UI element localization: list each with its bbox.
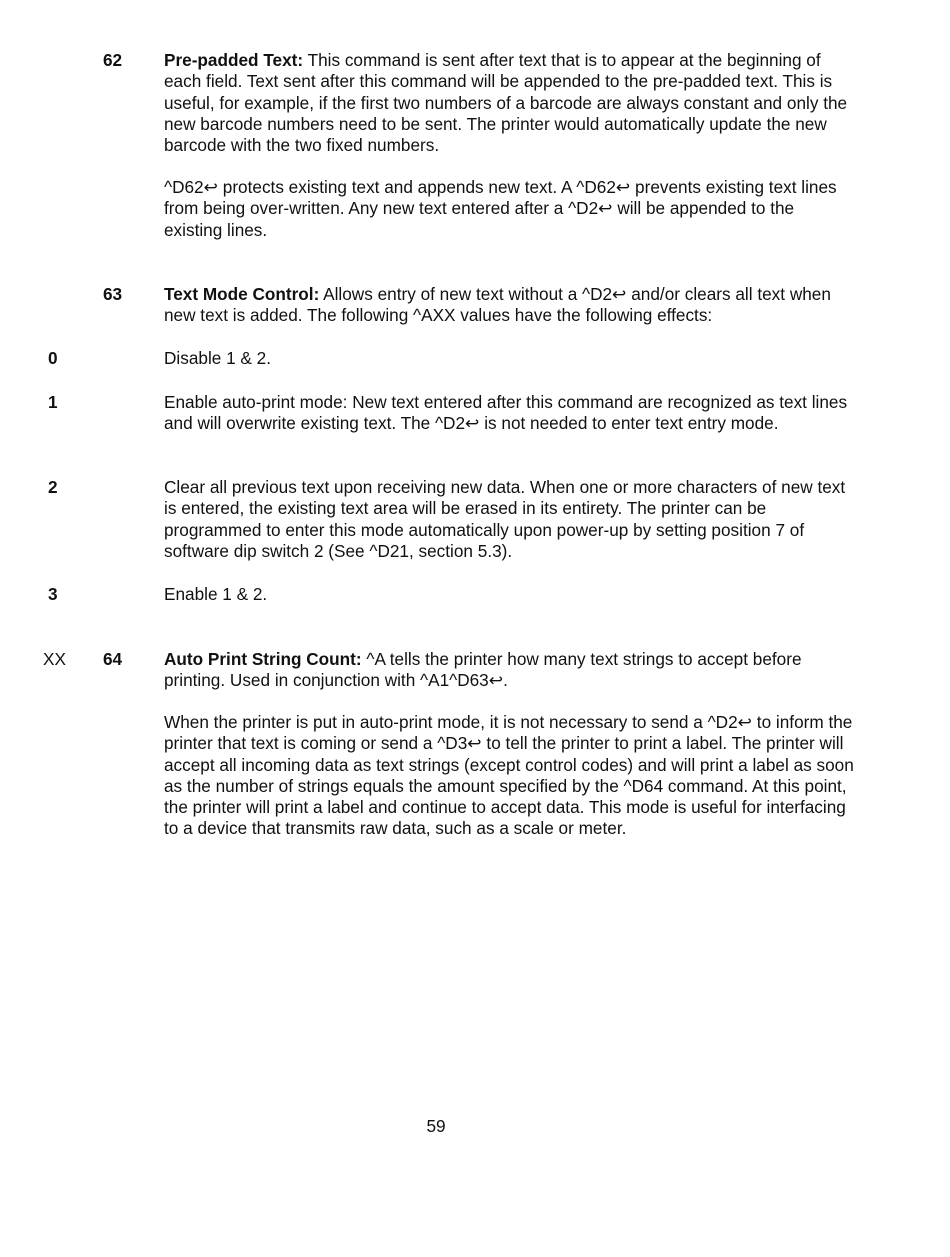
section-64-body: ^A tells the printer how many text strings to accept before printing. Used in conjunction with ^A1^D63↩. — [164, 649, 802, 691]
command-number-63: 63 — [103, 284, 123, 304]
section-62-description — [164, 50, 854, 156]
value-2-label: 2 — [48, 477, 58, 497]
command-number-64: 64 — [103, 649, 123, 669]
page-number: 59 — [426, 1116, 446, 1136]
section-62-title: Pre-padded Text: — [164, 50, 304, 70]
value-1-description: Enable auto-print mode: New text entered after this command are recognized as text lines and will overwrite existing text. The ^D2↩ is not needed to enter text entry mode. — [164, 392, 848, 434]
section-64-description — [164, 649, 854, 692]
section-62-body: This command is sent after text that is to appear at the beginning of each field. Text sent after this command will be appended to the pre-padded text. This is useful, for example, if the first two numbers of a barcode are always constant and only the new barcode numbers need to be sent. The printer would automatically update the new barcode with the two fixed numbers. — [164, 50, 848, 156]
parameter-label-xx: XX — [43, 649, 66, 669]
section-62-paragraph-2: ^D62↩ protects existing text and appends new text. A ^D62↩ prevents existing text lines from being over-written. Any new text entered after a ^D2↩ will be appended to the existing lines. — [164, 177, 837, 240]
value-1-label: 1 — [48, 392, 58, 412]
value-2-description: Clear all previous text upon receiving new data. When one or more characters of new text is entered, the existing text area will be erased in its entirety. The printer can be programmed to enter this mode automatically upon power-up by setting position 7 of software dip switch 2 (See ^D21, section 5.3). — [164, 477, 846, 561]
section-63-description — [164, 284, 854, 327]
value-3-label: 3 — [48, 584, 58, 604]
section-64-paragraph-2: When the printer is put in auto-print mode, it is not necessary to send a ^D2↩ to inform the printer that text is coming or send a ^D3↩ to tell the printer to print a label. The printer will accept all incoming data as text strings (except control codes) and will print a label as soon as the number of strings equals the amount specified by the ^D64 command. At this point, the printer will print a label and continue to accept data. This mode is useful for interfacing to a device that transmits raw data, such as a scale or meter. — [164, 712, 854, 839]
value-0-label: 0 — [48, 348, 58, 368]
section-64-title: Auto Print String Count: — [164, 649, 362, 669]
value-3-description: Enable 1 & 2. — [164, 584, 268, 604]
command-number-62: 62 — [103, 50, 123, 70]
section-63-body: Allows entry of new text without a ^D2↩ and/or clears all text when new text is added. The following ^AXX values have the following effects: — [164, 284, 831, 326]
value-0-description: Disable 1 & 2. — [164, 348, 272, 368]
section-63-title: Text Mode Control: — [164, 284, 320, 304]
